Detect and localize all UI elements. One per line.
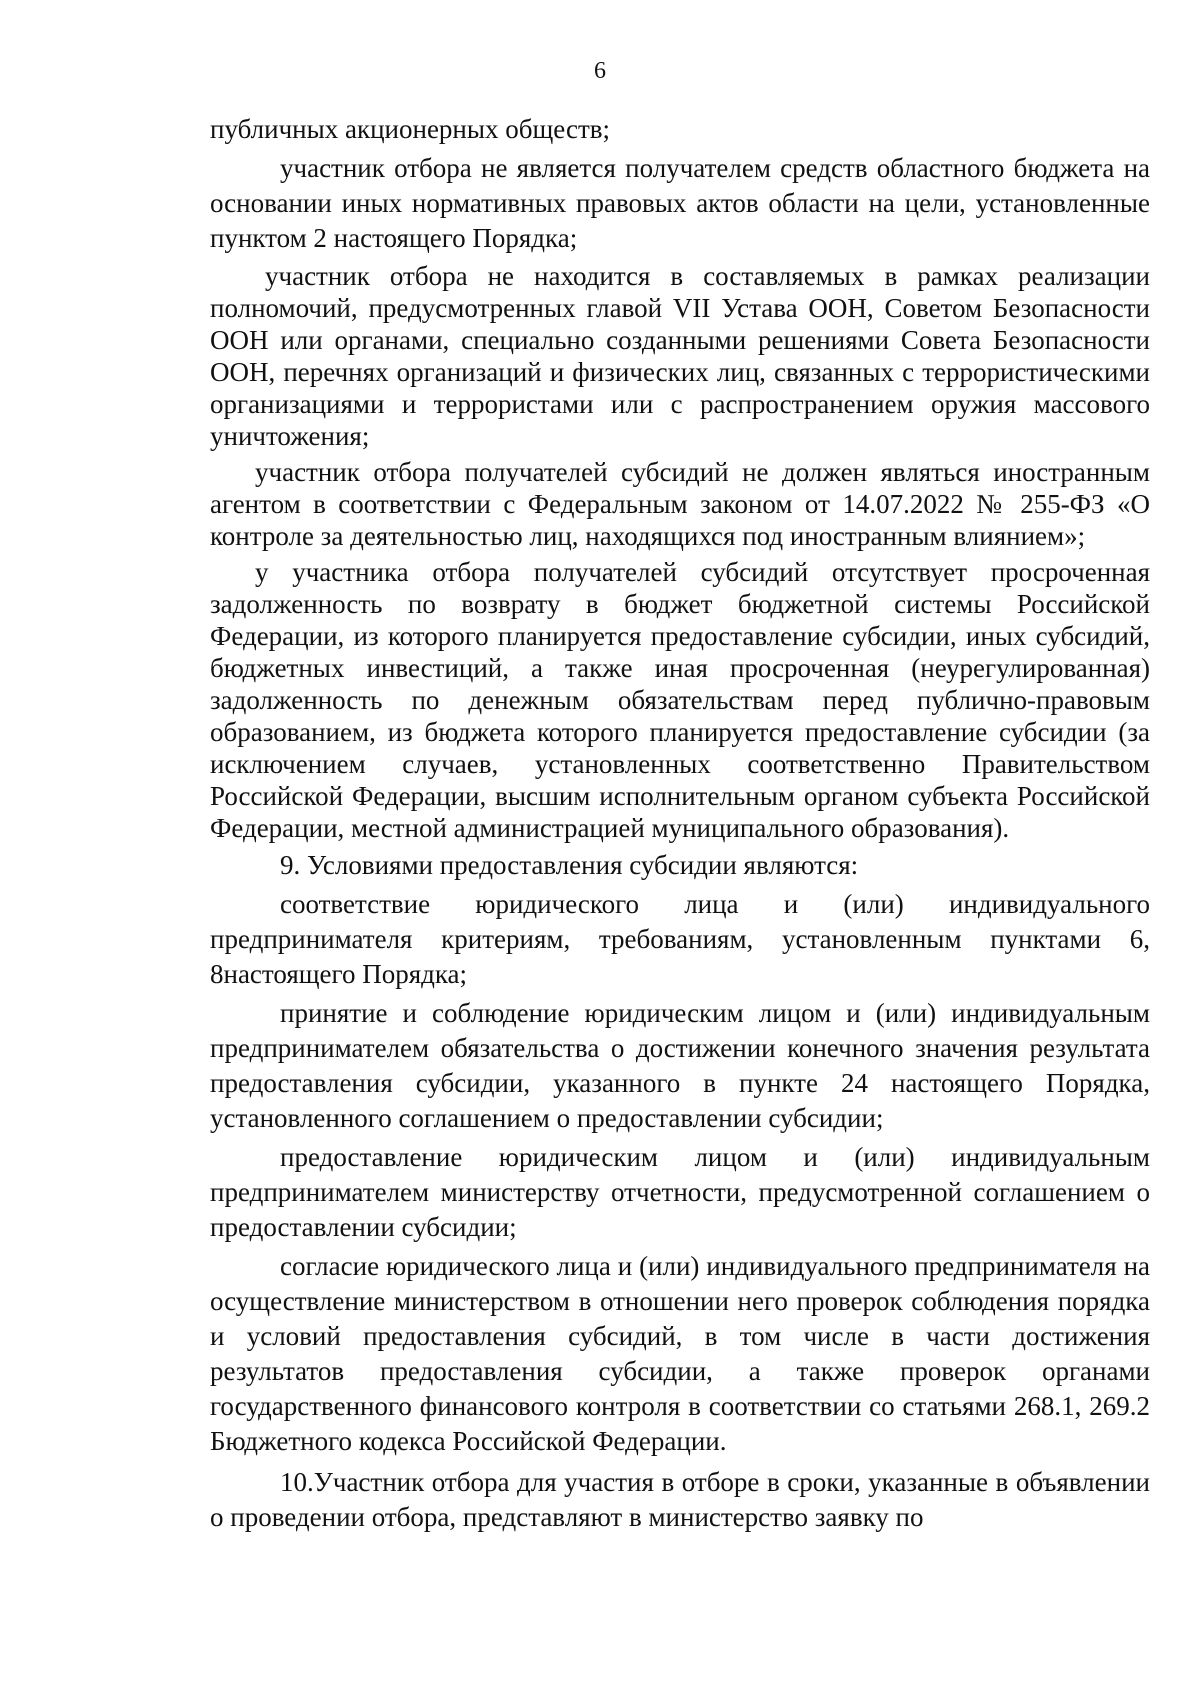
paragraph-not-budget-recipient: участник отбора не является получателем средств областного бюджета на основании иных нормативных правовых актов области на цели, установленные пунктом 2 настоящего Порядка;: [210, 153, 1150, 253]
paragraph-inspection-consent: согласие юридического лица и (или) индивидуального предпринимателя на осуществление министерством в отношении него проверок соблюдения порядка и условий предоставления субсидий, в том числе в части достижения результатов предоставления субсидии, а также проверок органами государственного финансового контроля в соответствии со статьями 268.1, 269.2 Бюджетного кодекса Российской Федерации.: [210, 1251, 1150, 1456]
paragraph-no-overdue-debt: у участника отбора получателей субсидий отсутствует просроченная задолженность по возврату в бюджет бюджетной системы Российской Федерации, из которого планируется предоставление субсидии, иных субсидий, бюджетных инвестиций, а также иная просроченная (неурегулированная) задолженность по денежным обязательствам перед публично-правовым образованием, из бюджета которого планируется предоставление субсидии (за исключением случаев, установленных соответственно Правительством Российской Федерации, высшим исполнительным органом субъекта Российской Федерации, местной администрацией муниципального образования).: [210, 557, 1150, 843]
paragraph-item-10: 10.Участник отбора для участия в отборе в сроки, указанные в объявлении о проведении отбора, представляют в министерство заявку по: [210, 1467, 1150, 1532]
paragraph-continuation: публичных акционерных обществ;: [210, 114, 610, 144]
page-number: 6: [594, 58, 606, 84]
paragraph-un-sanctions: участник отбора не находится в составляемых в рамках реализации полномочий, предусмотренных главой VII Устава ООН, Советом Безопасности ООН или органами, специально созданными решениями Совета Безопасности ООН, перечнях организаций и физических лиц, связанных с террористическими организациями и террористами или с распространением оружия массового уничтожения;: [210, 261, 1150, 451]
paragraph-item-9-heading: 9. Условиями предоставления субсидии являются:: [280, 850, 859, 880]
paragraph-criteria-compliance: соответствие юридического лица и (или) индивидуального предпринимателя критериям, требованиям, установленным пунктами 6, 8настоящего Порядка;: [210, 889, 1150, 989]
paragraph-reporting: предоставление юридическим лицом и (или) индивидуальным предпринимателем министерству отчетности, предусмотренной соглашением о предоставлении субсидии;: [210, 1142, 1150, 1242]
paragraph-foreign-agent: участник отбора получателей субсидий не должен являться иностранным агентом в соответствии с Федеральным законом от 14.07.2022 № 255-ФЗ «О контроле за деятельностью лиц, находящихся под иностранным влиянием»;: [210, 457, 1150, 551]
document-body: [210, 112, 1150, 1535]
paragraph-result-obligation: принятие и соблюдение юридическим лицом и (или) индивидуальным предпринимателем обязательства о достижении конечного значения результата предоставления субсидии, указанного в пункте 24 настоящего Порядка, установленного соглашением о предоставлении субсидии;: [210, 998, 1150, 1133]
